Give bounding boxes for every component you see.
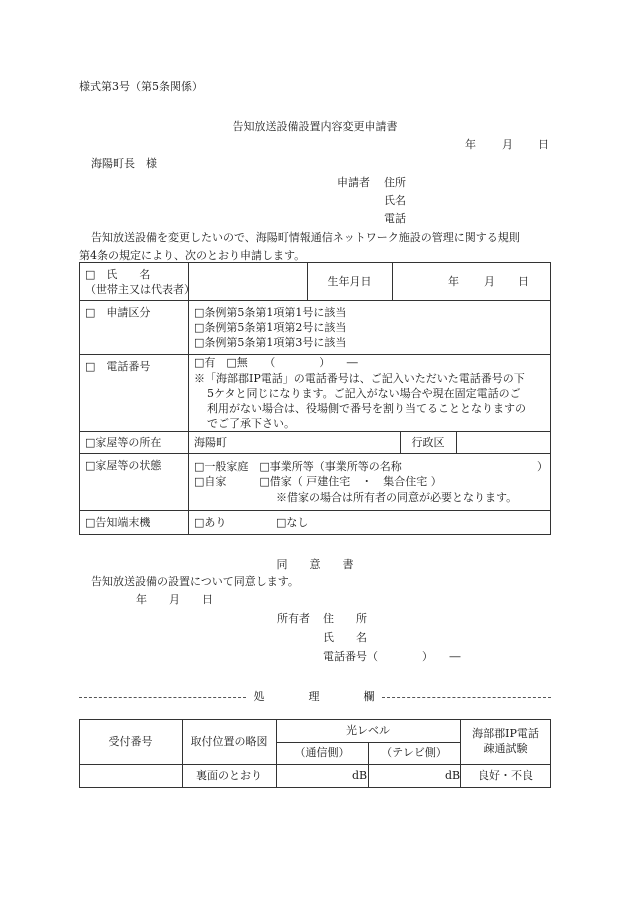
name-field[interactable] xyxy=(189,263,306,299)
phone-note: でご了承下さい。 xyxy=(207,417,295,430)
terminal-yes-checkbox[interactable]: □あり xyxy=(194,516,227,529)
location-value[interactable]: 海陽町 xyxy=(194,436,227,449)
light-level-header: 光レベル xyxy=(346,724,390,737)
category-label: □ 申請区分 xyxy=(85,306,151,319)
category-option[interactable]: □条例第5条第1項第1号に該当 xyxy=(194,306,347,319)
owner-label: 所有者 xyxy=(277,612,310,625)
location-label: □家屋等の所在 xyxy=(85,436,162,449)
district-label: 行政区 xyxy=(411,436,445,449)
birthdate-field[interactable] xyxy=(393,263,550,299)
install-map-value: 裏面のとおり xyxy=(196,769,262,782)
processing-divider-label: 処 理 欄 xyxy=(253,690,375,703)
consent-date: 年 月 日 xyxy=(136,593,213,606)
ip-phone-header: 海部郡IP電話 xyxy=(472,727,539,740)
receipt-number-header: 受付番号 xyxy=(108,735,153,748)
birth-day: 日 xyxy=(518,275,529,288)
consent-text: 告知放送設備の設置について同意します。 xyxy=(91,575,299,588)
tv-side-header: （テレビ側） xyxy=(381,746,447,759)
date-year: 年 xyxy=(465,138,476,151)
category-option[interactable]: □条例第5条第1項第3号に該当 xyxy=(194,336,347,349)
phone-choice-line[interactable]: □有 □無 （ ） ― xyxy=(194,356,358,369)
ownership-line[interactable]: □自家 □借家（ 戸建住宅 ・ 集合住宅 ） xyxy=(194,475,442,488)
tv-side-unit: dB xyxy=(445,769,461,782)
owner-address-label: 住 所 xyxy=(323,612,367,625)
date-month: 月 xyxy=(502,138,513,151)
divider-right xyxy=(382,697,551,698)
house-status-label: □家屋等の状態 xyxy=(85,459,162,472)
phone-label: □ 電話番号 xyxy=(85,360,151,373)
birth-month: 月 xyxy=(484,275,495,288)
form-title: 告知放送設備設置内容変更申請書 xyxy=(232,120,398,133)
owner-name-label: 氏 名 xyxy=(323,631,367,644)
date-day: 日 xyxy=(538,138,549,151)
comm-side-unit: dB xyxy=(352,769,368,782)
house-type-line-end: ） xyxy=(537,460,548,473)
name-sublabel: （世帯主又は代表者） xyxy=(85,283,195,296)
district-field[interactable] xyxy=(457,432,550,452)
owner-phone-label: 電話番号（ ） ― xyxy=(323,650,461,663)
house-type-line[interactable]: □一般家庭 □事業所等（事業所等の名称 xyxy=(194,460,402,473)
consent-title: 同 意 書 xyxy=(276,558,354,571)
form-number: 様式第3号（第5条関係） xyxy=(79,80,203,93)
applicant-address-label: 住所 xyxy=(384,176,406,189)
birth-year: 年 xyxy=(448,275,459,288)
applicant-phone-label: 電話 xyxy=(384,212,406,225)
terminal-no-checkbox[interactable]: □なし xyxy=(276,516,309,529)
intro-text-line1: 告知放送設備を変更したいので、海陽町情報通信ネットワーク施設の管理に関する規則 xyxy=(91,231,520,244)
category-option[interactable]: □条例第5条第1項第2号に該当 xyxy=(194,321,347,334)
addressee: 海陽町長 様 xyxy=(91,157,157,170)
install-map-header: 取付位置の略図 xyxy=(190,735,268,748)
house-note: ※借家の場合は所有者の同意が必要となります。 xyxy=(276,491,518,504)
name-label: □ 氏 名 xyxy=(85,268,151,281)
phone-note: 利用がない場合は、役場側で番号を割り当てることとなりますの xyxy=(207,402,526,415)
birthdate-label: 生年月日 xyxy=(327,275,372,288)
applicant-label: 申請者 xyxy=(337,176,370,189)
comm-side-header: （通信側） xyxy=(294,746,350,759)
test-result-options[interactable]: 良好・不良 xyxy=(478,769,533,782)
intro-text-line2: 第4条の規定により、次のとおり申請します。 xyxy=(79,249,306,262)
phone-note: ※「海部郡IP電話」の電話番号は、ご記入いただいた電話番号の下 xyxy=(194,372,525,385)
divider-left xyxy=(79,697,246,698)
applicant-name-label: 氏名 xyxy=(384,194,406,207)
terminal-label: □告知端末機 xyxy=(85,516,151,529)
connection-test-header: 疎通試験 xyxy=(483,742,528,755)
phone-note: 5ケタと同じになります。ご記入がない場合や現在固定電話のご xyxy=(207,387,521,400)
